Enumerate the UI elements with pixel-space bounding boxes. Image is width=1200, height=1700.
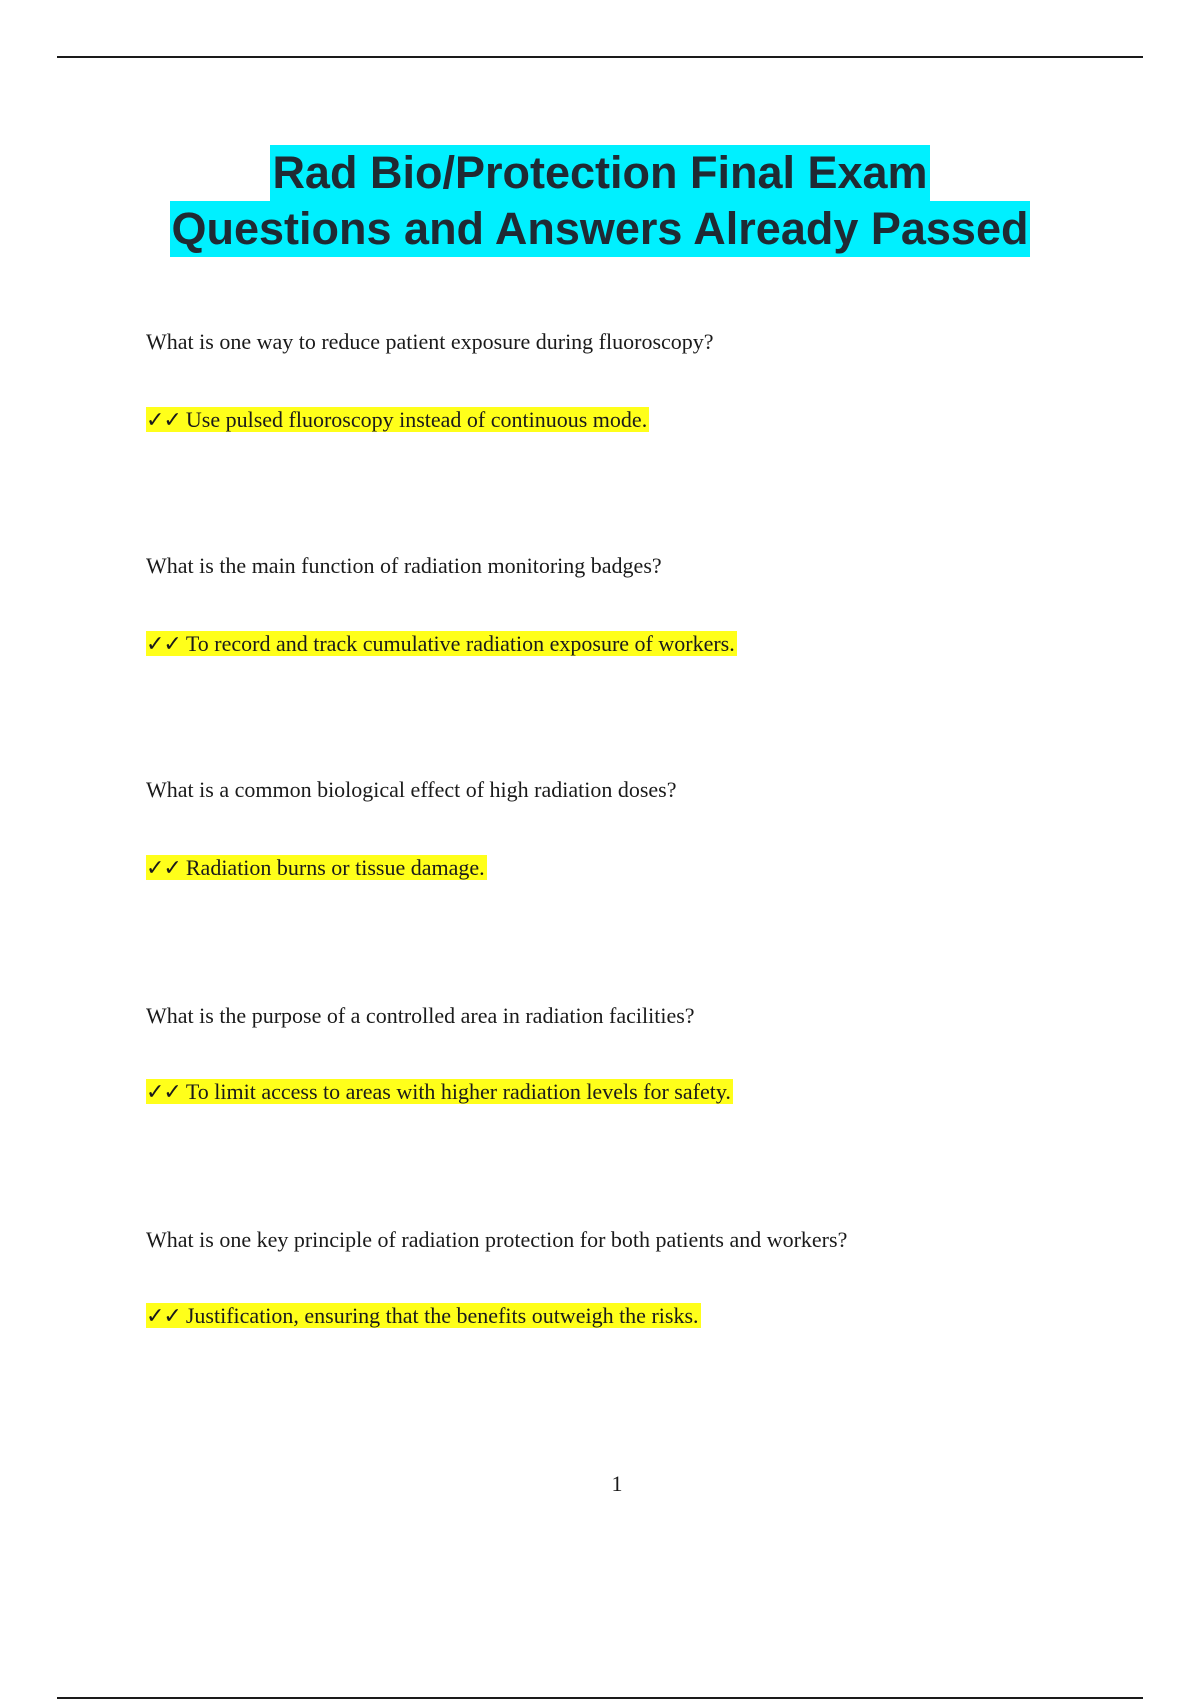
checkmark-icon: ✓✓: [146, 1080, 181, 1105]
checkmark-icon: ✓✓: [146, 1304, 181, 1329]
top-rule: [57, 56, 1143, 58]
bottom-rule: [57, 1697, 1143, 1699]
title-line-1: Rad Bio/Protection Final Exam: [270, 145, 929, 201]
question-text: What is the main function of radiation monitoring badges?: [146, 553, 662, 578]
qa-item-2: [146, 552, 1106, 657]
checkmark-icon: ✓✓: [146, 856, 181, 881]
checkmark-icon: ✓✓: [146, 408, 181, 433]
question-text: What is one key principle of radiation protection for both patients and workers?: [146, 1227, 848, 1252]
answer-text: [146, 404, 649, 437]
qa-item-1: [146, 328, 1106, 433]
title-line-2: Questions and Answers Already Passed: [170, 201, 1031, 257]
qa-item-5: [146, 1226, 1106, 1329]
qa-item-4: [146, 1002, 1106, 1105]
question-text: What is a common biological effect of high radiation doses?: [146, 777, 677, 802]
answer-text: [146, 1300, 701, 1333]
document-title: [0, 145, 1200, 257]
answer-label: Radiation burns or tissue damage.: [185, 855, 485, 880]
checkmark-icon: ✓✓: [146, 632, 181, 657]
answer-label: To record and track cumulative radiation exposure of workers.: [185, 631, 735, 656]
page-number: 1: [611, 1471, 623, 1496]
question-text: What is one way to reduce patient exposure during fluoroscopy?: [146, 329, 714, 354]
qa-item-3: [146, 776, 1106, 881]
answer-label: To limit access to areas with higher radiation levels for safety.: [185, 1079, 731, 1104]
answer-text: [146, 628, 737, 661]
question-text: What is the purpose of a controlled area in radiation facilities?: [146, 1003, 695, 1028]
answer-text: [146, 852, 487, 885]
answer-label: Use pulsed fluoroscopy instead of continuous mode.: [185, 407, 648, 432]
answer-text: [146, 1076, 733, 1109]
answer-label: Justification, ensuring that the benefits outweigh the risks.: [185, 1303, 699, 1328]
